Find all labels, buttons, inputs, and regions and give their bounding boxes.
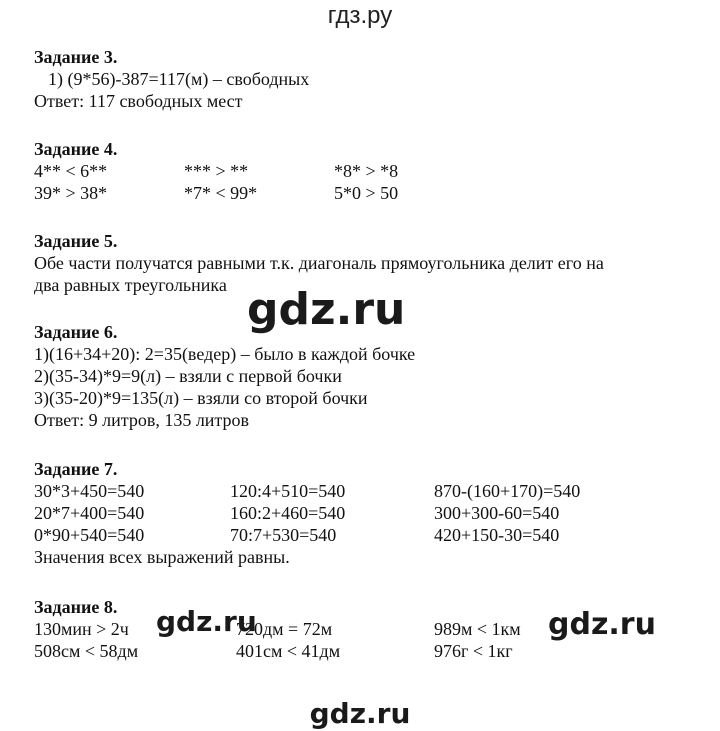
task-6-step-1: 1)(16+34+20): 2=35(ведер) – было в каждой бочке	[34, 344, 416, 364]
task-7-cell: 160:2+460=540	[230, 503, 346, 523]
task-8-cell: 976г < 1кг	[434, 641, 513, 661]
task-7-cell: 870-(160+170)=540	[434, 481, 581, 501]
task-6-step-2: 2)(35-34)*9=9(л) – взяли с первой бочки	[34, 366, 342, 386]
task-6-title: Задание 6.	[34, 322, 118, 342]
task-7-row	[34, 480, 580, 502]
task-8-row	[34, 640, 521, 662]
task-7-cell: 20*7+400=540	[34, 503, 145, 523]
task-4-cell: *** > **	[184, 161, 249, 181]
site-header-title: гдз.ру	[327, 2, 393, 29]
task-8-cell: 720дм = 72м	[236, 619, 333, 639]
task-6-step-3: 3)(35-20)*9=135(л) – взяли со второй бочки	[34, 388, 368, 408]
watermark-gdz: gdz.ru	[156, 605, 257, 638]
task-7	[34, 458, 580, 568]
task-8-cell: 989м < 1км	[434, 619, 521, 639]
task-8-cell: 401см < 41дм	[236, 641, 341, 661]
watermark-gdz: gdz.ru	[247, 284, 406, 335]
task-8-row	[34, 618, 521, 640]
task-6-answer: Ответ: 9 литров, 135 литров	[34, 410, 250, 430]
task-4-cell: 4** < 6**	[34, 161, 108, 181]
task-8-title: Задание 8.	[34, 597, 118, 617]
task-4-cell: *8* > *8	[334, 161, 399, 181]
task-3-title: Задание 3.	[34, 47, 118, 67]
task-4	[34, 138, 398, 204]
task-7-cell: 120:4+510=540	[230, 481, 346, 501]
watermark-gdz: gdz.ru	[309, 697, 411, 730]
task-7-cell: 70:7+530=540	[230, 525, 337, 545]
task-4-title: Задание 4.	[34, 139, 118, 159]
task-5-title: Задание 5.	[34, 231, 118, 251]
task-4-row	[34, 160, 398, 182]
task-8	[34, 596, 521, 662]
task-4-cell: 39* > 38*	[34, 183, 108, 203]
task-8-cell: 508см < 58дм	[34, 641, 139, 661]
task-7-conclusion: Значения всех выражений равны.	[34, 547, 290, 567]
task-7-title: Задание 7.	[34, 459, 118, 479]
task-7-cell: 0*90+540=540	[34, 525, 145, 545]
task-7-row	[34, 502, 580, 524]
task-7-cell: 30*3+450=540	[34, 481, 145, 501]
task-4-row	[34, 182, 398, 204]
task-3-answer: Ответ: 117 свободных мест	[34, 91, 243, 111]
task-5-text-line-2: два равных треугольника	[34, 275, 227, 295]
task-7-row	[34, 524, 580, 546]
task-7-cell: 420+150-30=540	[434, 525, 560, 545]
task-5-text-line-1: Обе части получатся равными т.к. диагональ прямоугольника делит его на	[34, 253, 604, 273]
watermark-gdz: gdz.ru	[548, 607, 656, 642]
task-3-step-1: 1) (9*56)-387=117(м) – свободных	[48, 69, 310, 89]
task-6	[34, 321, 415, 431]
task-3	[34, 46, 309, 112]
task-8-cell: 130мин > 2ч	[34, 619, 129, 639]
task-7-cell: 300+300-60=540	[434, 503, 560, 523]
task-4-cell: 5*0 > 50	[334, 183, 399, 203]
task-4-cell: *7* < 99*	[184, 183, 258, 203]
